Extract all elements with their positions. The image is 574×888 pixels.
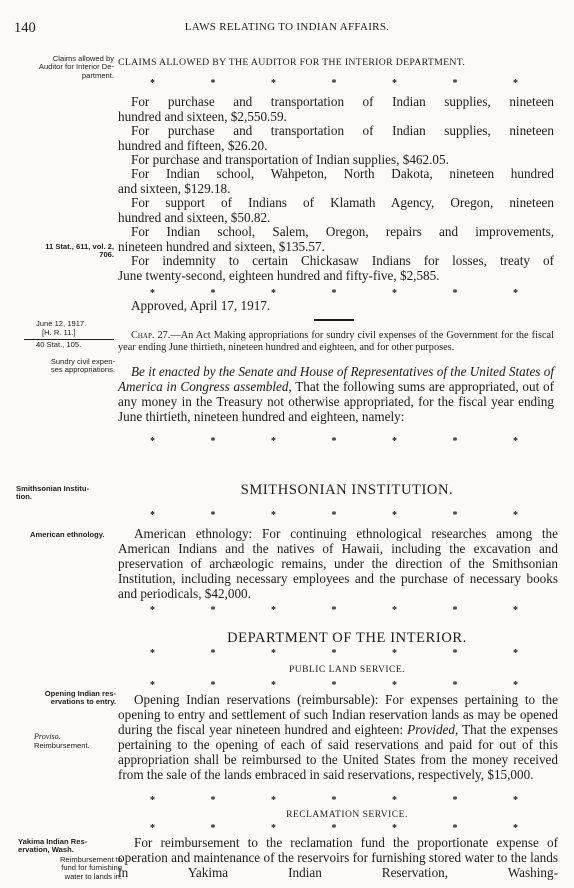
ellipsis-stars: * * * * * * * [150,680,518,691]
reclamation-paragraph: For reimbursement to the reclamation fund the proportionate expense of operation and maintenance of the reservoirs for furnishing stored water to the lands in Yakima Indian Reservation, Washing- [118,835,558,880]
sidenote-yakima: Yakima Indian Res- ervation, Wash. [18,837,88,855]
ellipsis-stars: * * * * * * * [150,823,518,834]
sidenote-sundry: Sundry civil expen- ses appropriations. [50,357,115,375]
ellipsis-stars: * * * * * * * [150,288,518,299]
running-title: LAWS RELATING TO INDIAN AFFAIRS. [184,21,390,33]
ellipsis-stars: * * * * * * * [150,605,518,616]
claims-line: For purchase and transportation of Indian supplies, nineteen [131,123,554,138]
claims-line: hundred and sixteen, $2,550.59. [118,109,287,124]
page-number: 140 [14,20,36,36]
sidenote-date: June 12, 1917. [36,319,87,328]
claims-line: For support of Indians of Klamath Agency, Oregon, nineteen [131,195,554,210]
claims-line: nineteen hundred and sixteen, $135.57. [118,239,325,254]
ethnology-paragraph: American ethnology: For continuing ethnological researches among the American Indians and the natives of Hawaii, including the excavation and preservation of archæologic remains, under the direction of the Smithsonian Institution, including necessary employees and the purchase of necessary books and periodicals, $42,000. [118,526,558,601]
claims-line: For Indian school, Wahpeton, North Dakota, nineteen hundred [131,166,554,181]
ellipsis-stars: * * * * * * * [150,78,518,89]
land-heading: PUBLIC LAND SERVICE. [288,665,406,675]
claims-line: hundred and sixteen, $50.82. [118,210,271,225]
interior-heading: DEPARTMENT OF THE INTERIOR. [227,630,467,646]
claims-line: For indemnity to certain Chickasaw Indians for losses, treaty of [131,253,554,268]
chapter-title: Chap. 27.—An Act Making appropriations for sundry civil expenses of the Government for the fiscal year ending June thirtieth, nineteen hundred and eighteen, and for other purposes. [118,330,554,353]
claims-line: For Indian school, Salem, Oregon, repairs and improvements, [131,224,554,239]
enacting-clause: Be it enacted by the Senate and House of Representatives of the United States of America in Congress assembled, That the following sums are appropriated, out of any money in the Treasury not otherwise appropriated, for the fiscal year ending June thirtieth, nineteen hundred and eighteen, namely: [118,364,555,424]
claims-line: June twenty-second, eighteen hundred and fifty-five, $2,585. [118,268,440,283]
smithsonian-heading: SMITHSONIAN INSTITUTION. [240,482,454,498]
sidenote-stat-11: 11 Stat., 611, vol. 2, 706. [45,242,114,260]
ellipsis-stars: * * * * * * * [150,436,518,447]
section-rule [314,319,354,321]
ellipsis-stars: * * * * * * * [150,795,518,806]
ellipsis-stars: * * * * * * * [150,648,518,659]
claims-line: hundred and fifteen, $26.20. [118,138,268,153]
claims-line: For purchase and transportation of Indian supplies, nineteen [131,94,554,109]
sidenote-ethnology: American ethnology. [30,530,105,539]
ellipsis-stars: * * * * * * * [150,510,518,521]
sidenote-reimbursement-fund: Reimbursement to fund for furnishing water to lands in. [59,855,122,881]
reclamation-heading: RECLAMATION SERVICE. [286,810,408,820]
sidenote-proviso: Proviso. [34,732,61,741]
opening-paragraph: Opening Indian reservations (reimbursable): For expenses pertaining to the opening to entry and settlement of such Indian reservation lands as may be opened during the fiscal year nineteen hundred and eighteen: Provided, That the expenses pertaining to the opening of each of said reservations and paid for out of this appropriation shall be reimbursed to the United States from the money received from the sale of the lands embraced in said reservations, respectively, $15,000. [118,692,558,782]
claims-line: For purchase and transportation of Indian supplies, $462.05. [131,152,449,167]
sidenote-reimbursement: Reimbursement. [34,741,90,750]
sidenote-stat-40: 40 Stat., 105. [36,340,82,349]
sidenote-bill: [H. R. 11.] [42,328,76,337]
approved-line: Approved, April 17, 1917. [131,298,271,313]
claims-line: and sixteen, $129.18. [118,181,231,196]
sidenote-claims: Claims allowed by Auditor for Interior De- partment. [38,54,114,80]
claims-heading: CLAIMS ALLOWED BY THE AUDITOR FOR THE INTERIOR DEPARTMENT. [118,57,466,68]
sidenote-smithsonian: Smithsonian Institu- tion. [16,484,89,502]
sidenote-opening: Opening Indian res- ervations to entry. [44,689,116,707]
